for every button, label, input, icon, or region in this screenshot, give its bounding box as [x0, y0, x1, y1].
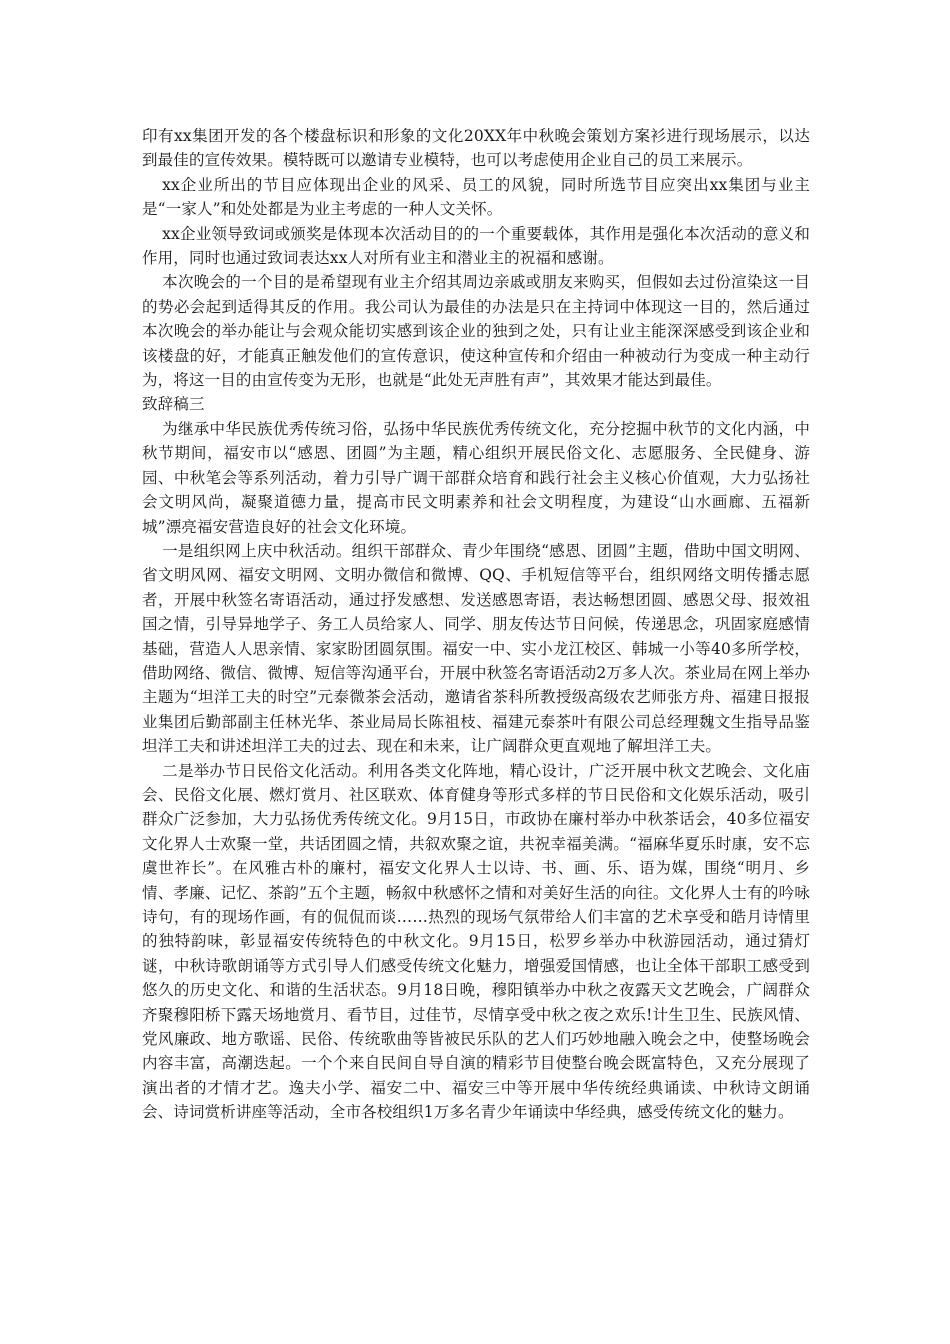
paragraph-program-content: xx企业所出的节目应体现出企业的风采、员工的风貌，同时所选节目应突出xx集团与业主是“一家人”和处处都是为业主考虑的一种人文关怀。: [142, 175, 810, 219]
paragraph-leader-speech: xx企业领导致词或颁奖是体现本次活动目的的一个重要载体，其作用是强化本次活动的意义和作用，同时也通过致词表达xx人对所有业主和潜业主的祝福和感谢。: [142, 224, 810, 268]
document-body: [142, 124, 810, 1125]
paragraph-intro: 为继承中华民族优秀传统习俗，弘扬中华民族优秀传统文化，充分挖掘中秋节的文化内涵，中秋节期间，福安市以“感恩、团圆”为主题，精心组织开展民俗文化、志愿服务、全民健身、游园、中秋笔会等系列活动，着力引导广调干部群众培育和践行社会主义核心价值观，大力弘扬社会文明风尚，凝聚道德力量，提高市民文明素养和社会文明程度，为建设“山水画廊、五福新城”漂亮福安营造良好的社会文化环境。: [142, 419, 810, 536]
paragraph-continuation: 印有xx集团开发的各个楼盘标识和形象的文化20XX年中秋晚会策划方案衫进行现场展示，以达到最佳的宣传效果。模特既可以邀请专业模特，也可以考虑使用企业自己的员工来展示。: [142, 127, 810, 170]
section-heading: 致辞稿三: [142, 395, 205, 414]
paragraph-online-activity: 一是组织网上庆中秋活动。组织干部群众、青少年围绕“感恩、团圆”主题，借助中国文明网、省文明风网、福安文明网、文明办微信和微博、QQ、手机短信等平台，组织网络文明传播志愿者，开展中秋签名寄语活动，通过抒发感想、发送感恩寄语，表达畅想团圆、感恩父母、报效祖国之情，引导异地学子、务工人员给家人、同学、朋友传达节日问候，传递思念，巩固家庭感情基础，营造人人思亲情、家家盼团圆氛围。福安一中、实小龙江校区、韩城一小等40多所学校，借助网络、微信、微博、短信等沟通平台，开展中秋签名寄语活动2万多人次。茶业局在网上举办主题为“坦洋工夫的时空”元泰微茶会活动，邀请省茶科所教授级高级农艺师张方舟、福建日报报业集团后勤部副主任林光华、茶业局局长陈祖枝、福建元泰茶叶有限公司总经理魏文生指导品鉴坦洋工夫和讲述坦洋工夫的过去、现在和未来，让广阔群众更直观地了解坦洋工夫。: [142, 541, 810, 756]
paragraph-gala-purpose: 本次晚会的一个目的是希望现有业主介绍其周边亲戚或朋友来购买，但假如去过份渲染这一目的势必会起到适得其反的作用。我公司认为最佳的办法是只在主持词中体现这一目的，然后通过本次晚会的举办能让与会观众能切实感到该企业的独到之处，只有让业主能深深感受到该企业和该楼盘的好，才能真正触发他们的宣传意识，使这种宣传和介绍由一种被动行为变成一种主动行为，将这一目的由宣传变为无形，也就是“此处无声胜有声”，其效果才能达到最佳。: [142, 273, 810, 390]
paragraph-folk-activity: 二是举办节日民俗文化活动。利用各类文化阵地，精心设计，广泛开展中秋文艺晚会、文化庙会、民俗文化展、燃灯赏月、社区联欢、体育健身等形式多样的节日民俗和文化娱乐活动，吸引群众广泛参加，大力弘扬优秀传统文化。9月15日，市政协在廉村举办中秋茶话会，40多位福安文化界人士欢聚一堂，共话团圆之情，共叙欢聚之谊，共祝幸福美满。“福麻华夏乐时康，安不忘虞世祚长”。在风雅古朴的廉村，福安文化界人士以诗、书、画、乐、语为媒，围绕“明月、乡情、孝廉、记忆、茶韵”五个主题，畅叙中秋感怀之情和对美好生活的向往。文化界人士有的吟咏诗句，有的现场作画，有的侃侃而谈……热烈的现场气氛带给人们丰富的艺术享受和皓月诗情里的独特韵味，彰显福安传统特色的中秋文化。9月15日，松罗乡举办中秋游园活动，通过猜灯谜，中秋诗歌朗诵等方式引导人们感受传统文化魅力，增强爱国情感，也让全体干部职工感受到悠久的历史文化、和谐的生活状态。9月18日晚，穆阳镇举办中秋之夜露天文艺晚会，广阔群众齐聚穆阳桥下露天场地赏月、看节目，过佳节，尽情享受中秋之夜之欢乐!计生卫生、民族风情、党风廉政、地方歌谣、民俗、传统歌曲等皆被民乐队的艺人们巧妙地融入晚会之中，使整场晚会内容丰富，高潮迭起。一个个来自民间自导自演的精彩节目使整台晚会既富特色，又充分展现了演出者的才情才艺。逸夫小学、福安二中、福安三中等开展中华传统经典诵读、中秋诗文朗诵会、诗词赏析讲座等活动，全市各校组织1万多名青少年诵读中华经典，感受传统文化的魅力。: [142, 761, 810, 1122]
